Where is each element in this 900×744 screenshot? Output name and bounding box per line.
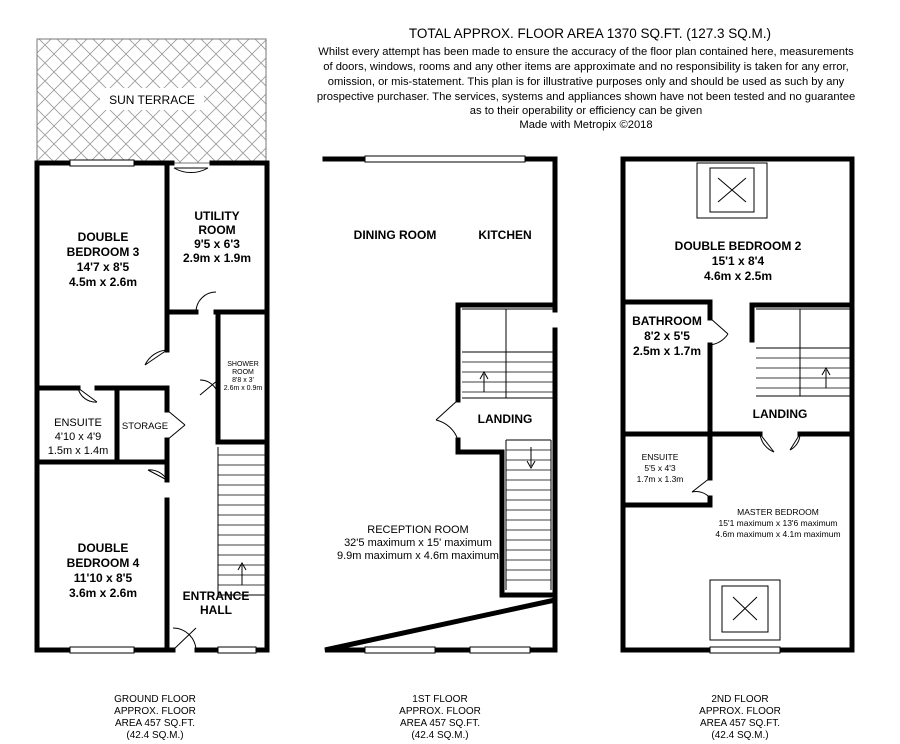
door-swing	[173, 628, 196, 650]
room-dimensions-metric: 2.9m x 1.9m	[182, 251, 252, 265]
room-name: BEDROOM 4	[66, 556, 140, 570]
room-name: DINING ROOM	[353, 228, 437, 242]
room-name: MASTER BEDROOM	[737, 507, 819, 517]
room-dimensions-imperial: 32'5 maximum x 15' maximum	[344, 537, 492, 549]
room-name: ENTRANCE	[182, 589, 250, 603]
first-floor-plan	[325, 156, 555, 741]
door-swing	[78, 388, 97, 402]
door-swing	[760, 434, 774, 452]
metropix-credit: Made with Metropix ©2018	[519, 119, 653, 131]
floor-caption: GROUND FLOOR	[114, 694, 196, 705]
door-swing	[436, 400, 458, 440]
window	[70, 160, 134, 166]
door-swing	[692, 478, 710, 498]
room-name: ENSUITE	[54, 417, 102, 429]
floor-caption: AREA 457 SQ.FT.	[114, 718, 196, 729]
floor-caption: (42.4 SQ.M.)	[711, 730, 769, 741]
floor-caption: APPROX. FLOOR	[699, 706, 781, 717]
room-name: ROOM	[198, 223, 236, 237]
door-swing	[196, 292, 216, 312]
door-swing	[200, 380, 218, 395]
window	[365, 647, 435, 653]
door-swing	[145, 350, 167, 365]
floor-caption: APPROX. FLOOR	[399, 706, 481, 717]
window	[70, 647, 134, 653]
staircase	[218, 447, 267, 595]
room-dimensions-metric: 2.5m x 1.7m	[632, 344, 702, 358]
room-name: LANDING	[752, 407, 808, 421]
room-name: DOUBLE BEDROOM 2	[674, 239, 802, 253]
window	[365, 156, 525, 162]
room-name: ENSUITE	[641, 452, 679, 462]
floor-caption: APPROX. FLOOR	[114, 706, 196, 717]
skylight	[710, 580, 780, 640]
room-name: HALL	[200, 603, 232, 617]
second-floor-outer-walls	[623, 159, 852, 650]
room-dimensions-imperial: 14'7 x 8'5	[76, 260, 130, 274]
room-dimensions-imperial: 15'1 maximum x 13'6 maximum	[718, 518, 838, 528]
floor-caption: 1ST FLOOR	[412, 694, 468, 705]
room-dimensions-metric: 1.5m x 1.4m	[47, 445, 109, 457]
floor-caption: (42.4 SQ.M.)	[126, 730, 184, 741]
room-dimensions-metric: 2.6m x 0.9m	[223, 385, 263, 392]
room-dimensions-imperial: 8'8 x 3'	[232, 377, 254, 384]
floor-caption: (42.4 SQ.M.)	[411, 730, 469, 741]
disclaimer-line: omission, or mis-statement. This plan is for illustrative purposes only and should be used as such by any	[327, 76, 845, 88]
skylight-cross	[718, 178, 746, 202]
room-name: KITCHEN	[478, 228, 532, 242]
staircase	[756, 309, 852, 396]
disclaimer-line: prospective purchaser. The services, systems and appliances shown have not been tested and no guarantee	[316, 91, 856, 103]
skylight-cross	[733, 597, 757, 620]
room-name: LANDING	[477, 412, 533, 426]
floor-caption: 2ND FLOOR	[711, 694, 769, 705]
window	[218, 647, 256, 653]
room-name: STORAGE	[121, 421, 169, 432]
room-dimensions-metric: 1.7m x 1.3m	[636, 474, 684, 484]
room-dimensions-imperial: 4'10 x 4'9	[54, 431, 102, 443]
room-name: DOUBLE	[77, 541, 129, 555]
disclaimer-line: as to their operability or efficiency can be given	[469, 105, 703, 117]
ground-floor-plan	[37, 39, 267, 741]
room-dimensions-imperial: 5'5 x 4'3	[644, 463, 676, 473]
disclaimer-line: of doors, windows, rooms and any other items are approximate and no responsibility is taken for any error,	[323, 61, 849, 73]
room-name: UTILITY	[194, 209, 240, 223]
header	[317, 26, 855, 131]
staircase	[462, 309, 555, 398]
window	[710, 647, 780, 653]
room-name: BEDROOM 3	[66, 245, 140, 259]
room-dimensions-imperial: 11'10 x 8'5	[73, 571, 133, 585]
disclaimer-line: Whilst every attempt has been made to ensure the accuracy of the floor plan contained here, measurements	[318, 46, 854, 58]
room-name: ROOM	[232, 369, 254, 376]
door-swing	[790, 434, 800, 450]
room-dimensions-metric: 4.6m x 2.5m	[703, 269, 773, 283]
room-dimensions-imperial: 8'2 x 5'5	[644, 329, 690, 343]
room-dimensions-metric: 3.6m x 2.6m	[68, 586, 138, 600]
room-dimensions-imperial: 9'5 x 6'3	[194, 237, 240, 251]
second-floor-plan	[623, 159, 852, 741]
room-name: DOUBLE	[77, 230, 129, 244]
floor-caption: AREA 457 SQ.FT.	[399, 718, 481, 729]
room-dimensions-metric: 4.5m x 2.6m	[68, 275, 138, 289]
room-dimensions-metric: 9.9m maximum x 4.6m maximum	[337, 550, 499, 562]
staircase	[506, 440, 551, 590]
door-swing	[148, 470, 167, 480]
room-dimensions-imperial: 15'1 x 8'4	[711, 254, 765, 268]
door-swing	[710, 318, 728, 345]
sun-terrace-label: SUN TERRACE	[109, 93, 195, 107]
room-dimensions-metric: 4.6m maximum x 4.1m maximum	[715, 529, 841, 539]
door-swing	[167, 410, 185, 440]
room-name: BATHROOM	[632, 314, 702, 328]
room-name: RECEPTION ROOM	[367, 524, 469, 536]
window	[470, 647, 530, 653]
door-swing	[174, 168, 208, 173]
room-name: SHOWER	[227, 361, 259, 368]
floor-caption: AREA 457 SQ.FT.	[699, 718, 781, 729]
total-area-title: TOTAL APPROX. FLOOR AREA 1370 SQ.FT. (127.3 SQ.M.)	[408, 26, 772, 41]
